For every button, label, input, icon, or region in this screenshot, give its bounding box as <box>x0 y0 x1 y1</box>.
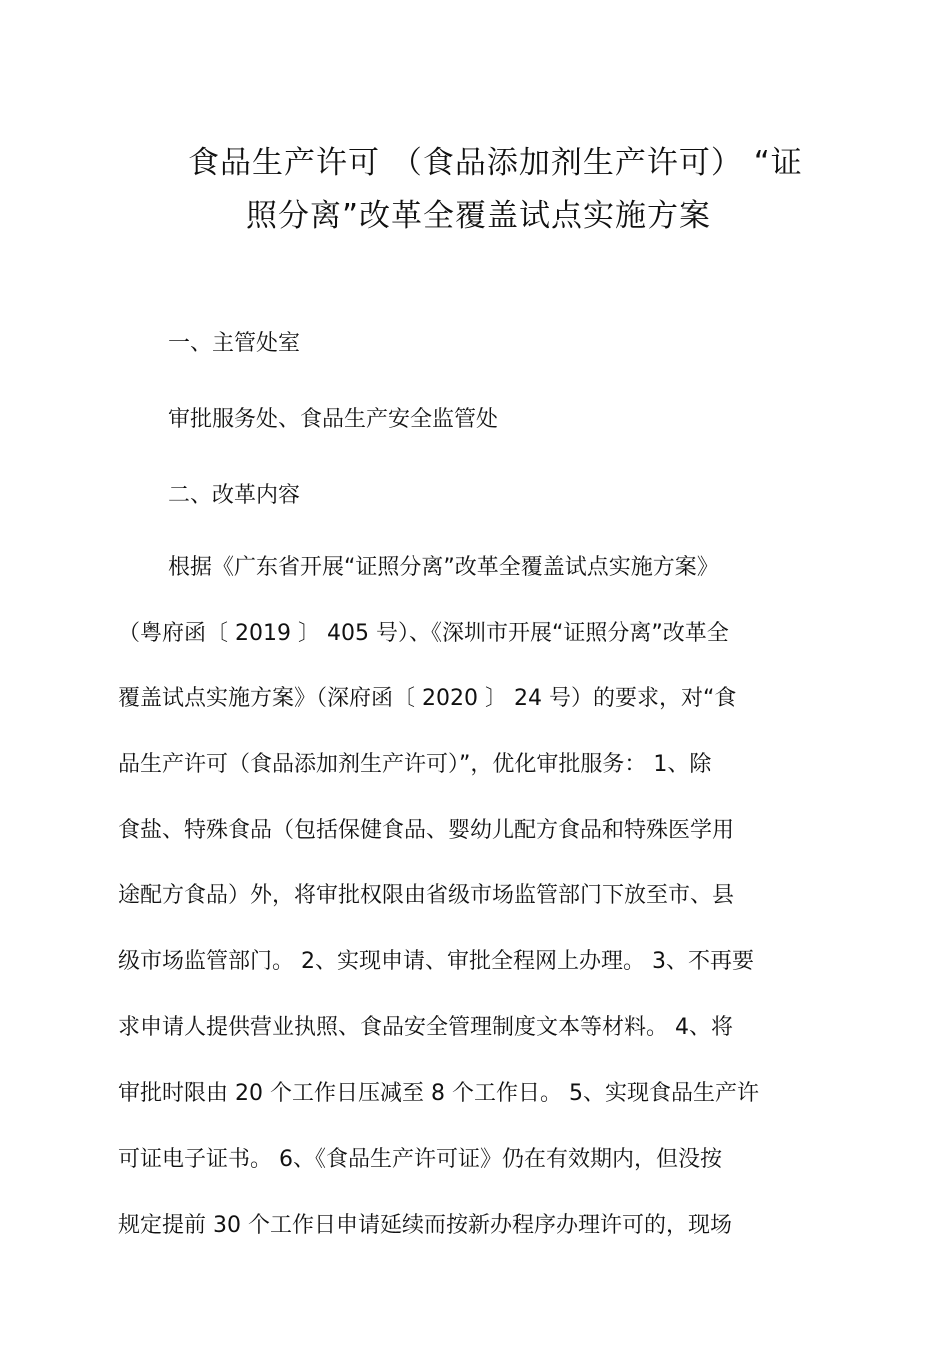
paragraph-line: 求申请人提供营业执照、食品安全管理制度文本等材料。 4、将 <box>118 1015 733 1040</box>
paragraph-line: （粤府函〔 2019 〕 405 号）、《深圳市开展“证照分离”改革全 <box>118 621 729 646</box>
paragraph-line: 食盐、特殊食品（包括保健食品、婴幼儿配方食品和特殊医学用 <box>118 818 735 843</box>
paragraph-line: 品生产许可（食品添加剂生产许可）”，优化审批服务： 1、除 <box>118 752 712 777</box>
section-text-1: 审批服务处、食品生产安全监管处 <box>168 407 499 432</box>
paragraph-line: 途配方食品）外，将审批权限由省级市场监管部门下放至市、县 <box>118 883 735 908</box>
section-heading-1: 一、主管处室 <box>168 331 301 356</box>
paragraph-line: 根据《广东省开展“证照分离”改革全覆盖试点实施方案》 <box>168 555 719 580</box>
paragraph-line: 可证电子证书。 6、《食品生产许可证》仍在有效期内，但没按 <box>118 1147 722 1172</box>
paragraph-line: 级市场监管部门。 2、实现申请、审批全程网上办理。 3、不再要 <box>118 949 754 974</box>
paragraph-line: 覆盖试点实施方案》（深府函〔 2020 〕 24 号）的要求，对“食 <box>118 686 737 711</box>
section-heading-2: 二、改革内容 <box>168 483 301 508</box>
paragraph-line: 审批时限由 20 个工作日压减至 8 个工作日。 5、实现食品生产许 <box>118 1081 759 1106</box>
paragraph-line: 规定提前 30 个工作日申请延续而按新办程序办理许可的，现场 <box>118 1213 732 1238</box>
document-title-line-1: 食品生产许可 （食品添加剂生产许可） “证 <box>188 145 803 181</box>
document-title-line-2: 照分离”改革全覆盖试点实施方案 <box>246 198 712 234</box>
